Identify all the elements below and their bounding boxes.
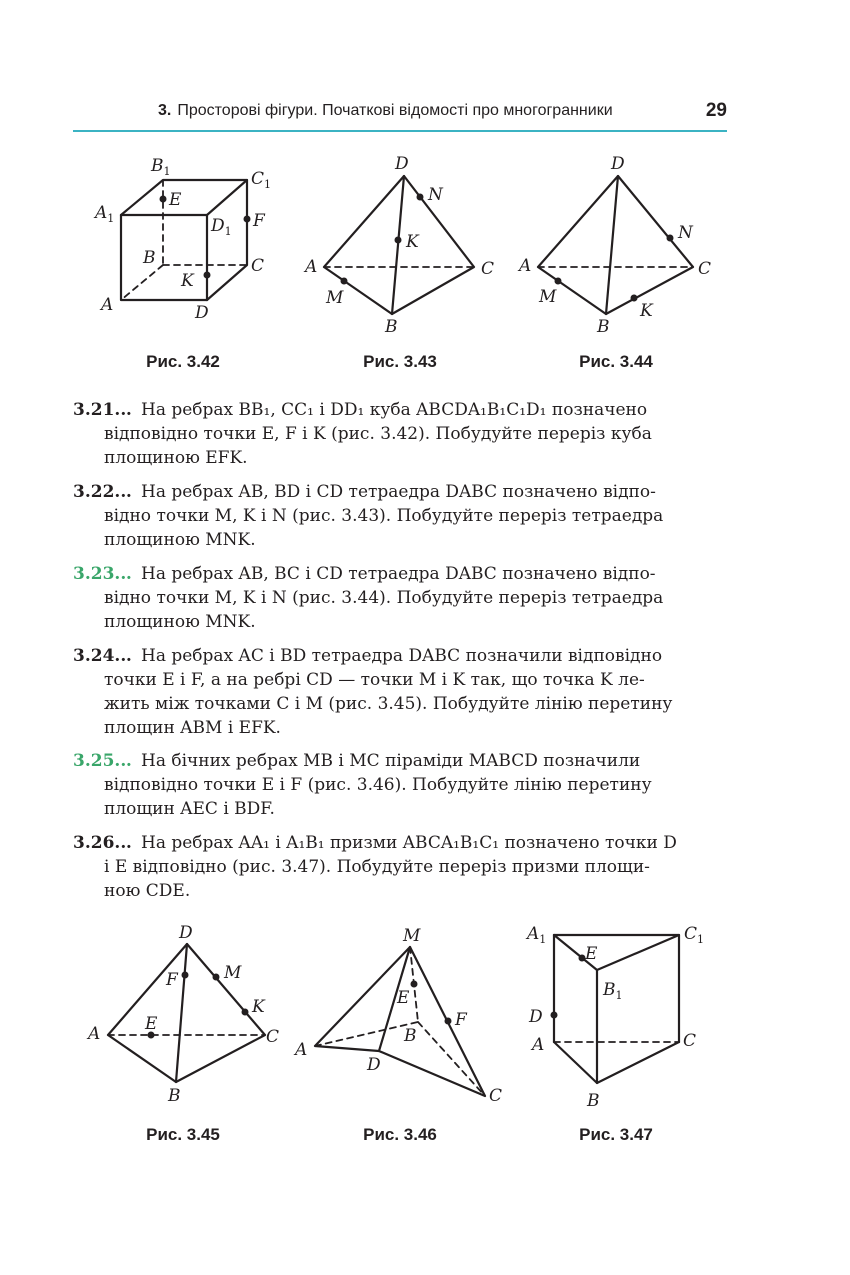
label-f: F [455, 1010, 467, 1030]
point-m [555, 278, 562, 285]
figure-3-44-tetrahedron [515, 150, 715, 335]
point-m [213, 974, 220, 981]
point-k [204, 272, 211, 279]
caption-fig-3-46: Рис. 3.46 [363, 1125, 437, 1144]
point-n [417, 194, 424, 201]
caption-fig-3-45: Рис. 3.45 [146, 1125, 220, 1144]
problem-line: площиною MNK. [104, 530, 256, 550]
problem-number: 3.25.‥ [73, 751, 132, 771]
label-b: B [385, 317, 398, 337]
figure-3-42-cube [90, 150, 290, 325]
problem-number: 3.23.‥ [73, 564, 132, 584]
problem-line: і E відповідно (рис. 3.47). Побудуйте переріз призми площи- [104, 857, 650, 877]
label-f: F [166, 970, 178, 990]
pyramid-hidden-edge-ab [315, 1022, 418, 1046]
tetra-edges-dc-cb [606, 176, 693, 314]
problem-line: площин AEC і BDF. [104, 799, 275, 819]
problem-line: На ребрах AA₁ і A₁B₁ призми ABCA₁B₁C₁ позначено точки D [141, 833, 677, 853]
problem-line: відно точки M, K і N (рис. 3.44). Побудуйте переріз тетраедра [104, 588, 664, 608]
label-m: M [224, 963, 242, 983]
label-c1: $C_1$ [251, 169, 272, 191]
problem-line: відповідно точки E, F і K (рис. 3.42). Побудуйте переріз куба [104, 424, 652, 444]
point-e [411, 981, 418, 988]
prism-top-face [554, 935, 679, 970]
page-number: 29 [705, 100, 727, 121]
chapter-title [158, 102, 613, 120]
problem-number: 3.24.‥ [73, 646, 132, 666]
label-a: A [88, 1024, 101, 1044]
problem-3-22 [73, 480, 727, 552]
problem-number: 3.22.‥ [73, 482, 132, 502]
point-k [631, 295, 638, 302]
problem-line: На ребрах AB, BC і CD тетраедра DABC позначено відпо- [141, 564, 656, 584]
point-m [341, 278, 348, 285]
label-f: F [253, 211, 265, 231]
problem-line: відповідно точки E і F (рис. 3.46). Побудуйте лінію перетину [104, 775, 652, 795]
point-e [160, 196, 167, 203]
label-d: D [195, 303, 209, 323]
label-e: E [145, 1014, 158, 1034]
point-n [667, 235, 674, 242]
problem-line: точки E і F, а на ребрі CD — точки M і K так, що точка K ле- [104, 670, 645, 690]
pyramid-face-mcd [379, 947, 485, 1096]
figure-3-45-tetrahedron [85, 920, 290, 1110]
label-a1: $A_1$ [527, 924, 547, 946]
label-a: A [305, 257, 318, 277]
label-b: B [404, 1026, 417, 1046]
problem-3-24 [73, 644, 727, 740]
label-k: K [406, 232, 419, 252]
caption-fig-3-43: Рис. 3.43 [363, 352, 437, 371]
problem-number: 3.21.‥ [73, 400, 132, 420]
problem-line: На ребрах AB, BD і CD тетраедра DABC позначено відпо- [141, 482, 656, 502]
cube-hidden-edge-ab [121, 265, 163, 300]
label-d: D [179, 923, 193, 943]
problem-line: площин ABM і EFK. [104, 718, 281, 738]
running-header [73, 98, 727, 132]
chapter-title-text: Просторові фігури. Початкові відомості про многогранники [177, 102, 613, 119]
caption-fig-3-42: Рис. 3.42 [146, 352, 220, 371]
label-b: B [597, 317, 610, 337]
figure-3-46-pyramid [293, 920, 513, 1110]
label-c1: $C_1$ [684, 924, 705, 946]
cube-top-face [121, 180, 247, 215]
label-a: A [101, 295, 114, 315]
problem-3-23 [73, 562, 727, 634]
tetra-face-abd [108, 944, 187, 1082]
label-n: N [428, 185, 443, 205]
label-b: B [168, 1086, 181, 1106]
problem-line: ною CDE. [104, 881, 191, 901]
chapter-number: 3. [158, 102, 172, 119]
label-a: A [519, 256, 532, 276]
problem-3-25 [73, 749, 727, 821]
label-d: D [611, 154, 625, 174]
problem-3-26 [73, 831, 727, 903]
label-c: C [481, 259, 495, 279]
label-m: M [326, 288, 344, 308]
label-c: C [489, 1086, 503, 1106]
label-e: E [585, 944, 598, 964]
point-f [182, 972, 189, 979]
label-d: D [367, 1055, 381, 1075]
label-e: E [169, 190, 182, 210]
point-k [242, 1009, 249, 1016]
figure-3-47-prism [523, 920, 723, 1115]
problem-line: На ребрах BB₁, CC₁ і DD₁ куба ABCDA₁B₁C₁D₁ позначено [141, 400, 648, 420]
point-f [445, 1018, 452, 1025]
problem-line: площиною MNK. [104, 612, 256, 632]
label-c: C [251, 256, 265, 276]
problem-line: площиною EFK. [104, 448, 248, 468]
cube-front-face [121, 215, 207, 300]
label-b1: $B_1$ [603, 980, 623, 1002]
label-d: D [529, 1007, 543, 1027]
label-k: K [181, 271, 194, 291]
label-a: A [532, 1035, 545, 1055]
label-m: M [539, 287, 557, 307]
pyramid-hidden-edge-bc [418, 1022, 485, 1096]
point-d [551, 1012, 558, 1019]
label-c: C [698, 259, 712, 279]
prism-bottom-edges [554, 1042, 679, 1083]
figure-3-43-tetrahedron [300, 150, 500, 335]
label-b1: $B_1$ [151, 156, 171, 178]
label-a1: $A_1$ [95, 203, 115, 225]
label-c: C [266, 1027, 280, 1047]
label-d1: $D_1$ [211, 216, 232, 238]
problem-line: відно точки M, K і N (рис. 3.43). Побудуйте переріз тетраедра [104, 506, 664, 526]
label-b: B [587, 1091, 600, 1111]
problem-line: жить між точками C і M (рис. 3.45). Побудуйте лінію перетину [104, 694, 673, 714]
point-k [395, 237, 402, 244]
problem-line: На бічних ребрах MB і MC піраміди MABCD позначили [141, 751, 641, 771]
label-c: C [683, 1031, 697, 1051]
label-e: E [397, 988, 410, 1008]
problem-3-21 [73, 398, 727, 470]
problem-line: На ребрах AC і BD тетраедра DABC позначили відповідно [141, 646, 663, 666]
point-f [244, 216, 251, 223]
caption-fig-3-47: Рис. 3.47 [579, 1125, 653, 1144]
caption-fig-3-44: Рис. 3.44 [579, 352, 653, 371]
label-a: A [295, 1040, 308, 1060]
label-k: K [640, 301, 653, 321]
label-n: N [678, 223, 693, 243]
label-d: D [395, 154, 409, 174]
label-b: B [143, 248, 156, 268]
label-k: K [252, 997, 265, 1017]
label-m: M [403, 926, 421, 946]
problem-number: 3.26.‥ [73, 833, 132, 853]
